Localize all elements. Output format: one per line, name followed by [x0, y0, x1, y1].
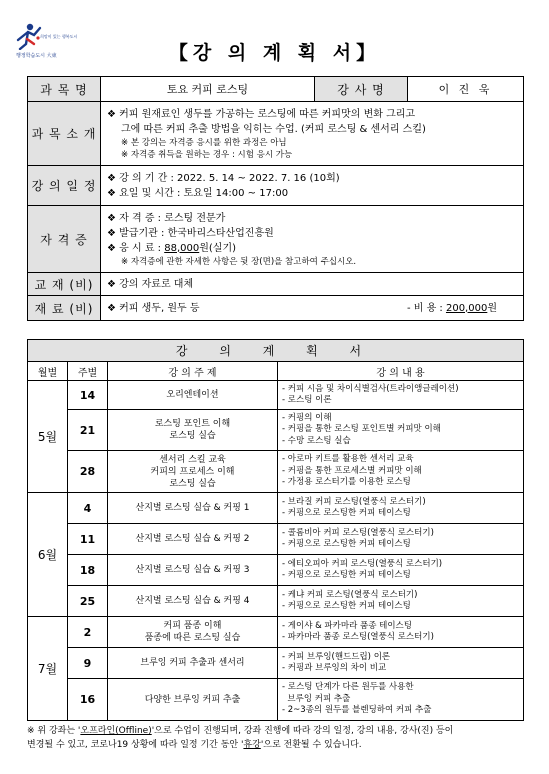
- schedule-content-line: - 커핑으로 로스팅한 커피 테이스팅: [282, 539, 411, 549]
- material-fee-label: - 비 용 :: [406, 302, 446, 314]
- schedule-content-line: - 케냐 커피 로스팅(열풍식 로스터기): [282, 589, 418, 600]
- schedule-month: 6월: [28, 493, 68, 617]
- course-info-table: [27, 76, 524, 321]
- lecture-schedule-table: [27, 339, 524, 721]
- schedule-topic-line: 로스팅 실습: [169, 478, 216, 489]
- schedule-row: [28, 586, 524, 617]
- schedule-content-line: - 2~3종의 원두를 블렌딩하여 커피 추출: [282, 705, 432, 716]
- schedule-topic: [108, 679, 278, 721]
- schedule-month: 7월: [28, 617, 68, 721]
- header-month: 월별: [28, 362, 68, 381]
- textbook-value: ❖ 강의 자료로 대체: [101, 273, 524, 296]
- schedule-row: [28, 410, 524, 451]
- schedule-content: [278, 648, 524, 679]
- schedule-content: [278, 381, 524, 410]
- schedule-topic-line: 커피 품종 이해: [163, 621, 222, 631]
- schedule-day: 18: [68, 555, 108, 586]
- schedule-month: 5월: [28, 381, 68, 493]
- schedule-topic: [108, 586, 278, 617]
- schedule-topic-line: 오리엔테이션: [166, 390, 219, 400]
- schedule-topic-line: 품종에 따른 로스팅 실습: [144, 633, 241, 643]
- header-topic: 강 의 주 제: [108, 362, 278, 381]
- schedule-content: [278, 451, 524, 493]
- schedule-content-line: - 커핑으로 로스팅한 커피 테이스팅: [282, 601, 411, 611]
- course-intro-line: ❖ 커피 원재료인 생두를 가공하는 로스팅에 따른 커피맛의 변화 그리고: [107, 108, 416, 120]
- schedule-topic-line: 산지별 로스팅 실습 & 커핑 2: [135, 534, 250, 544]
- schedule-topic-line: 산지별 로스팅 실습 & 커핑 4: [135, 596, 250, 606]
- material-label: 재 료 (비): [28, 296, 101, 321]
- schedule-row: [28, 381, 524, 410]
- certificate-content: [101, 206, 524, 273]
- schedule-topic-line: 로스팅 포인트 이해: [154, 419, 231, 429]
- document-title: 【강 의 계 획 서】: [168, 42, 381, 64]
- material-fee-suffix: 원: [487, 302, 497, 314]
- schedule-row: [28, 679, 524, 721]
- material-fee: [407, 301, 517, 316]
- schedule-content-line: - 커피 시음 및 차이식별검사(트라이앵글레이션): [282, 383, 459, 394]
- schedule-content: [278, 555, 524, 586]
- schedule-topic-line: 로스팅 실습: [169, 431, 216, 441]
- schedule-content-line: - 커핑으로 로스팅한 커피 테이스팅: [282, 570, 411, 580]
- schedule-content-line: - 커핑의 이해: [282, 412, 332, 423]
- schedule-time: ❖ 요일 및 시간 : 토요일 14:00 ~ 17:00: [107, 187, 289, 199]
- footnote-break: 휴강: [243, 740, 261, 750]
- course-intro-content: [101, 102, 524, 166]
- footnote-text: '으로 전환될 수 있습니다.: [260, 740, 362, 750]
- logo-org-name: 행정학습도시 大東: [16, 53, 57, 59]
- schedule-content: [278, 586, 524, 617]
- schedule-topic: [108, 555, 278, 586]
- schedule-content-line: 브루잉 커피 추출: [282, 693, 351, 704]
- schedule-topic: [108, 381, 278, 410]
- schedule-topic: [108, 410, 278, 451]
- schedule-table-title: 강 의 계 획 서: [28, 340, 524, 362]
- certificate-fee-amount: 88,000: [164, 242, 200, 254]
- schedule-topic-line: 커피의 프로세스 이해: [150, 466, 235, 477]
- schedule-content-line: - 에티오피아 커피 로스팅(열풍식 로스터기): [282, 558, 443, 569]
- course-name-label: 과 목 명: [28, 77, 101, 102]
- course-name-value: 토요 커피 로스팅: [101, 77, 315, 102]
- schedule-content-line: - 수망 로스팅 실습: [282, 435, 351, 446]
- schedule-day: 4: [68, 493, 108, 524]
- certificate-fee-label: ❖ 응 시 료 :: [107, 242, 165, 254]
- logo-slogan: 희망이 있는 행복도시: [40, 34, 78, 39]
- schedule-topic-line: 브루잉 커피 추출과 센서리: [140, 658, 245, 668]
- schedule-row: [28, 555, 524, 586]
- schedule-day: 28: [68, 451, 108, 493]
- schedule-row: [28, 451, 524, 493]
- schedule-day: 21: [68, 410, 108, 451]
- material-fee-amount: 200,000: [445, 302, 488, 314]
- footnote-text: ※ 위 강좌는 ': [27, 726, 81, 736]
- schedule-label: 강 의 일 정: [28, 166, 101, 206]
- material-value: ❖ 커피 생두, 원두 등: [107, 302, 200, 314]
- schedule-topic: [108, 524, 278, 555]
- schedule-topic: [108, 493, 278, 524]
- course-intro-note: ※ 자격증 취득을 원하는 경우 : 시험 응시 가능: [121, 149, 293, 160]
- schedule-day: 25: [68, 586, 108, 617]
- footnote-text: '으로 수업이 진행되며, 강좌 진행에 따라 강의 일정, 강의 내용, 강사(진) 등이: [151, 726, 454, 736]
- schedule-content: [278, 410, 524, 451]
- schedule-day: 14: [68, 381, 108, 410]
- schedule-content-line: - 로스팅 이론: [282, 395, 332, 405]
- instructor-name: 이 진 욱: [408, 77, 524, 102]
- schedule-day: 11: [68, 524, 108, 555]
- course-intro-label: 과 목 소 개: [28, 102, 101, 166]
- schedule-row: [28, 617, 524, 648]
- certificate-name: ❖ 자 격 증 : 로스팅 전문가: [107, 212, 226, 224]
- schedule-topic: [108, 617, 278, 648]
- schedule-content-line: - 브라질 커피 로스팅(열풍식 로스터기): [282, 496, 426, 507]
- schedule-topic-line: 산지별 로스팅 실습 & 커핑 3: [135, 565, 250, 575]
- schedule-content-line: - 가정용 로스터기를 이용한 로스팅: [282, 477, 411, 488]
- instructor-label: 강 사 명: [315, 77, 408, 102]
- schedule-content-line: - 커핑을 통한 로스팅 포인트별 커피맛 이해: [282, 424, 441, 435]
- schedule-content-line: - 파카마라 품종 로스팅(열풍식 로스터기): [282, 632, 434, 642]
- schedule-content-line: - 커핑으로 로스팅한 커피 테이스팅: [282, 508, 411, 518]
- schedule-content: [278, 524, 524, 555]
- schedule-day: 16: [68, 679, 108, 721]
- schedule-content-line: - 콜롬비아 커피 로스팅(열풍식 로스터기): [282, 527, 434, 538]
- schedule-topic-line: 다양한 브루잉 커피 추출: [144, 694, 241, 705]
- material-content: [101, 296, 524, 321]
- schedule-topic: [108, 451, 278, 493]
- schedule-period: ❖ 강 의 기 간 : 2022. 5. 14 ~ 2022. 7. 16 (10회): [107, 172, 340, 184]
- schedule-content-line: - 커피 브루잉(핸드드립) 이론: [282, 651, 391, 662]
- textbook-label: 교 재 (비): [28, 273, 101, 296]
- schedule-content: [101, 166, 524, 206]
- certificate-issuer: ❖ 발급기관 : 한국바리스타산업진흥원: [107, 227, 274, 239]
- course-intro-line: 그에 따른 커피 추출 방법을 익히는 수업. (커피 로스팅 & 센서리 스킬): [121, 123, 426, 135]
- course-intro-note: ※ 본 강의는 자격증 응시를 위한 과정은 아님: [121, 137, 287, 148]
- schedule-row: [28, 648, 524, 679]
- schedule-content: [278, 493, 524, 524]
- footnote-offline: 오프라인(Offline): [80, 726, 152, 736]
- schedule-day: 9: [68, 648, 108, 679]
- schedule-content-line: - 아로마 키트를 활용한 센서리 교육: [282, 454, 414, 465]
- schedule-content-line: - 로스팅 단계가 다른 원두를 사용한: [282, 682, 414, 693]
- header-content: 강 의 내 용: [278, 362, 524, 381]
- certificate-fee: [107, 241, 517, 256]
- certificate-note: ※ 자격증에 관한 자세한 사항은 뒷 장(면)을 참고하여 주십시오.: [121, 256, 357, 267]
- schedule-content: [278, 679, 524, 721]
- schedule-topic-line: 산지별 로스팅 실습 & 커핑 1: [135, 503, 250, 513]
- schedule-content-line: - 커핑을 통한 프로세스별 커피맛 이해: [282, 465, 422, 476]
- schedule-row: [28, 524, 524, 555]
- schedule-content-line: - 커핑과 브루잉의 차이 비교: [282, 663, 387, 673]
- schedule-topic-line: 센서리 스킬 교육: [159, 454, 226, 465]
- footnote: [27, 724, 527, 752]
- certificate-label: 자 격 증: [28, 206, 101, 273]
- schedule-row: [28, 493, 524, 524]
- certificate-fee-suffix: 원(실기): [199, 242, 237, 254]
- schedule-day: 2: [68, 617, 108, 648]
- schedule-content: [278, 617, 524, 648]
- header-week: 주별: [68, 362, 108, 381]
- footnote-text: 변경될 수 있고, 코로나19 상황에 따라 일정 기간 동안 ': [27, 740, 244, 750]
- schedule-topic: [108, 648, 278, 679]
- schedule-content-line: - 게이샤 & 파카마라 품종 테이스팅: [282, 620, 412, 631]
